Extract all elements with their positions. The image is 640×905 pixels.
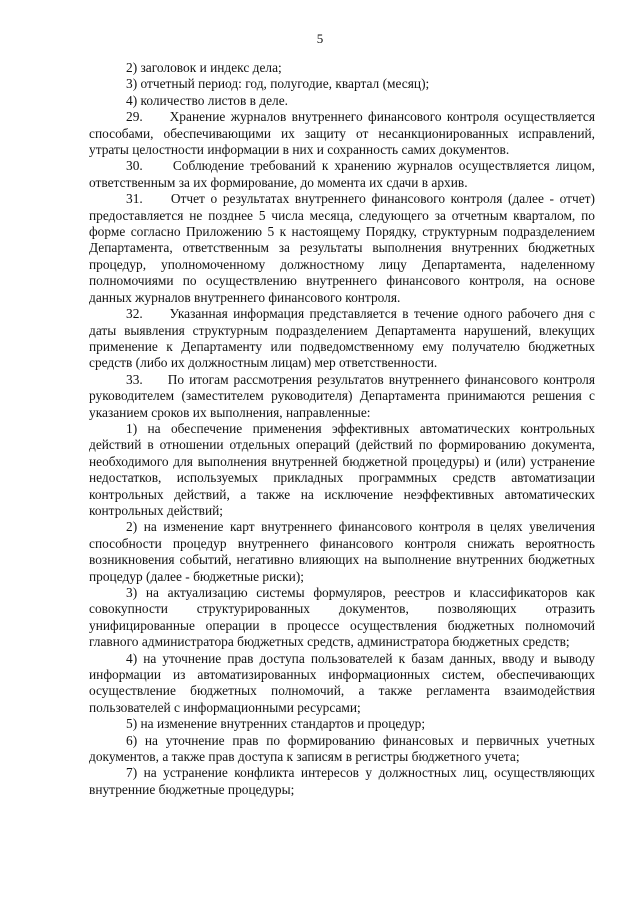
list-item-title-index: 2) заголовок и индекс дела;: [126, 60, 282, 75]
decision-item-2: 2) на изменение карт внутреннего финансового контроля в целях увеличения способности процедур внутреннего финансового контроля снижать вероятность возникновения событий, негативно влияющих на выполнение внутренних бюджетных процедур (далее - бюджетные риски);: [89, 519, 595, 584]
list-item-sheet-count: 4) количество листов в деле.: [126, 92, 289, 108]
decision-item-1: 1) на обеспечение применения эффективных автоматических контрольных действий в отношении отдельных операций (действий по формированию документа, необходимого для выполнения внутренней бюджетной процедуры) и (или) устранение недостатков, используемых прикладных программных средств автоматизации контрольных действий, а также на исключение неэффективных автоматических контрольных действий;: [89, 420, 595, 518]
page-number: 5: [316, 31, 324, 46]
decision-item-6: 6) на уточнение прав по формированию финансовых и первичных учетных документов, а также прав доступа к записям в регистры бюджетного учета;: [89, 732, 595, 765]
paragraph-29: 29. Хранение журналов внутреннего финансового контроля осуществляется способами, обеспечивающими их защиту от несанкционированных исправлений, утраты целостности информации в них и сохранность самих документов.: [89, 109, 595, 158]
decision-item-4: 4) на уточнение прав доступа пользователей к базам данных, вводу и выводу информации из автоматизированных информационных систем, обеспечивающих осуществление бюджетных полномочий, а также регламента взаимодействия пользователей с информационными ресурсами;: [89, 650, 595, 715]
decision-item-3: 3) на актуализацию системы формуляров, реестров и классификаторов как совокупности структурированных документов, позволяющих отразить унифицированные операции в процессе осуществления бюджетных полномочий главного администратора бюджетных средств, администратора бюджетных средств;: [89, 585, 595, 650]
list-item-reporting-period: 3) отчетный период: год, полугодие, квартал (месяц);: [126, 76, 430, 92]
decision-item-5: 5) на изменение внутренних стандартов и процедур;: [126, 716, 426, 732]
document-body: [89, 60, 595, 798]
decision-item-7: 7) на устранение конфликта интересов у должностных лиц, осуществляющих внутренние бюджетные процедуры;: [89, 765, 595, 797]
paragraph-33: 33. По итогам рассмотрения результатов внутреннего финансового контроля руководителем (заместителем руководителя) Департамента принимаются решения с указанием сроков их выполнения, направленные:: [89, 371, 595, 420]
paragraph-32: 32. Указанная информация представляется в течение одного рабочего дня с даты выявления структурным подразделением Департамента нарушений, влекущих применение к Департаменту или подведомственному ему получателю бюджетных средств (либо их должностным лицам) мер ответственности.: [89, 306, 595, 371]
paragraph-30: 30. Соблюдение требований к хранению журналов осуществляется лицом, ответственным за их формирование, до момента их сдачи в архив.: [89, 158, 595, 190]
paragraph-31: 31. Отчет о результатах внутреннего финансового контроля (далее - отчет) предоставляется не позднее 5 числа месяца, следующего за отчетным кварталом, по форме согласно Приложению 5 к настоящему Порядку, структурным подразделением Департамента, ответственным за результаты выполнения внутренних бюджетных процедур, уполномоченному должностному лицу Департамента, наделенному полномочиями по осуществлению внутреннего финансового контроля, на основе данных журналов внутреннего финансового контроля.: [89, 191, 595, 305]
